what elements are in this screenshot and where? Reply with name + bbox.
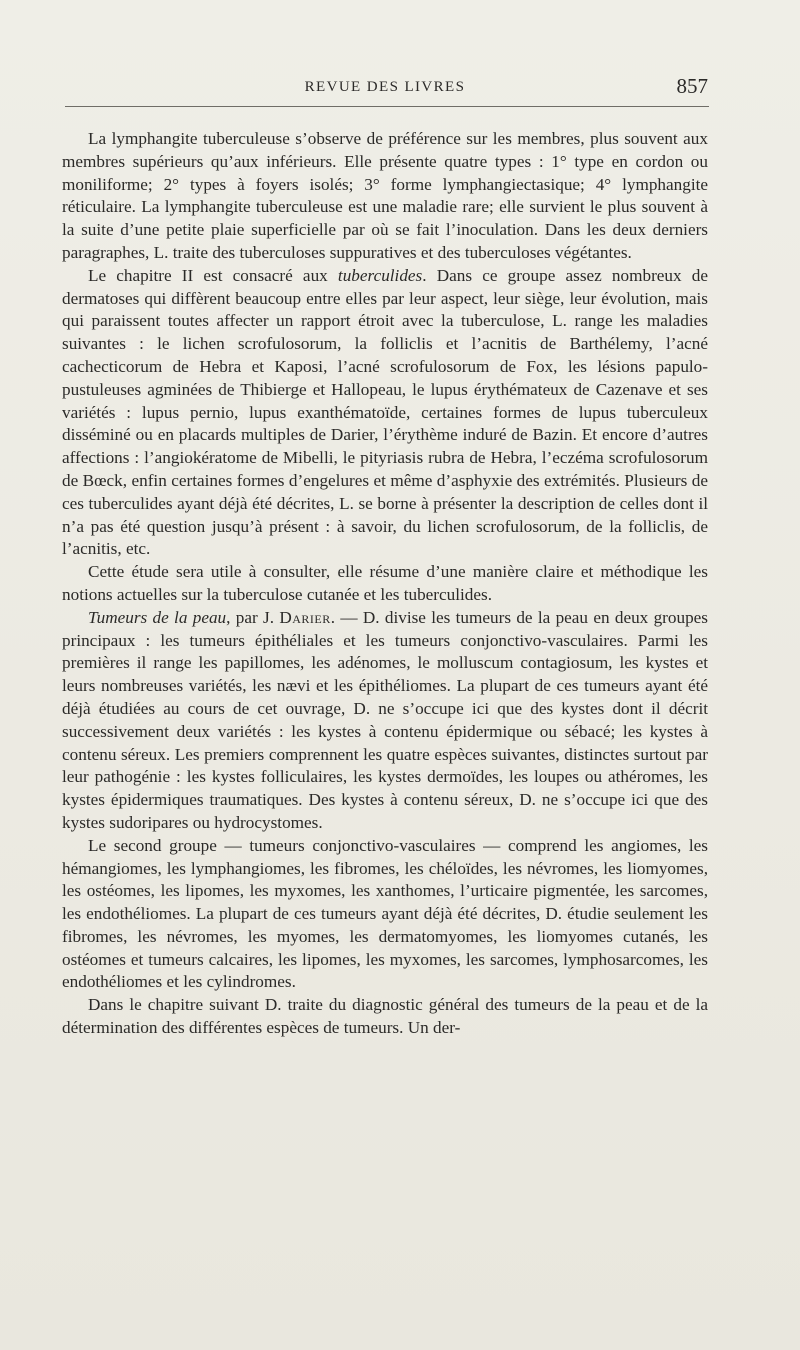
body-text bbox=[62, 128, 708, 1040]
page-number: 857 bbox=[676, 74, 708, 98]
running-head: REVUE DES LIVRES bbox=[304, 79, 466, 95]
paragraph-next-chapter: Dans le chapitre suivant D. traite du diagnostic général des tumeurs de la peau et de la détermination des différentes espèces de tumeurs. Un der- bbox=[62, 995, 708, 1038]
paragraph-tuberculides-body: . Dans ce groupe assez nombreux de dermatoses qui diffèrent beaucoup entre elles par leur aspect, leur siège, leur évolution, mais qui paraissent toutes affecter un rapport étroit avec la tuberculose, L. range les maladies suivantes : le lichen scrofulosorum, la folliclis et l’acnitis de Barthélemy, l’acné cachecticorum de Hebra et Kaposi, l’acné scrofulosorum de Fox, les lésions papulo-pustuleuses agminées de Thibierge et Hallopeau, le lupus érythémateux de Cazenave et ses variétés : lupus pernio, lupus exanthématoïde, certaines formes de lupus tuberculeux disséminé ou en placards multiples de Darier, l’érythème induré de Bazin. Et encore d’autres affections : l’angiokératome de Mibelli, le pityriasis rubra de Hebra, l’eczéma scrofulosorum de Bœck, enfin certaines formes d’engelures et même d’asphyxie des extrémités. Plusieurs de ces tuberculides ayant déjà été décrites, L. se borne à présenter la description de celles dont il n’a pas été question jusqu’à présent : à savoir, du lichen scrofulosorum, de la folliclis, de l’acnitis, etc. bbox=[62, 265, 708, 559]
paragraph-tuberculides bbox=[62, 265, 708, 561]
section-title-tumeurs: Tumeurs de la peau bbox=[88, 607, 227, 627]
header-rule bbox=[65, 106, 709, 107]
paragraph-second-group: Le second groupe — tumeurs conjonctivo-vasculaires — comprend les angiomes, les hémangiomes, les lymphangiomes, les fibromes, les chéloïdes, les névromes, les liomyomes, les ostéomes, les lipomes, les myxomes, les xanthomes, l’urticaire pigmentée, les sarcomes, les endothéliomes. La plupart de ces tumeurs ayant déjà été décrites, D. étudie seulement les fibromes, les névromes, les myomes, les dermatomyomes, les liomyomes cutanés, les ostéomes et tumeurs calcaires, les lipomes, les myxomes, les sarcomes, lymphosarcomes, les endothéliomes et les cylindromes. bbox=[62, 835, 708, 992]
paragraph-study-summary: Cette étude sera utile à consulter, elle résume d’une manière claire et méthodique les notions actuelles sur la tuberculose cutanée et les tuberculides. bbox=[62, 562, 708, 604]
term-tuberculides: tuberculides bbox=[337, 265, 423, 285]
page-header bbox=[62, 74, 708, 100]
paragraph-tumeurs bbox=[62, 607, 708, 835]
paragraph-tumeurs-body: . — D. divise les tumeurs de la peau en deux groupes principaux : les tumeurs épithéliales et les tumeurs conjonctivo-vasculaires. Parmi les premières il range les papillomes, les adénomes, le molluscum contagiosum, les kystes et leurs nombreuses variétés, les nævi et les épithéliomes. La plupart de ces tumeurs ayant été déjà étudiées au cours de cet ouvrage, D. ne s’occupe ici que des kystes dont il décrit successivement deux variétés : les kystes à contenu épidermique ou sébacé; les kystes à contenu séreux. Les premiers comprennent les quatre espèces suivantes, distinctes surtout par leur pathogénie : les kystes folliculaires, les kystes dermoïdes, les loupes ou athéromes, les kystes épidermiques traumatiques. Des kystes à contenu séreux, D. ne s’occupe ici que des kystes sudoripares ou hydrocystomes. bbox=[62, 607, 709, 832]
paragraph-tuberculides-intro: Le chapitre II est consacré aux bbox=[88, 265, 338, 285]
byline-prefix: , par J. bbox=[226, 607, 280, 627]
paragraph-lymphangite: La lymphangite tuberculeuse s’observe de préférence sur les membres, plus souvent aux membres supérieurs qu’aux inférieurs. Elle présente quatre types : 1° type en cordon ou moniliforme; 2° types à foyers isolés; 3° forme lymphangiectasique; 4° lymphangite réticulaire. La lymphangite tuberculeuse est une maladie rare; elle survient le plus souvent à la suite d’une petite plaie superficielle par où se fait l’inoculation. Dans les deux derniers paragraphes, L. traite des tuberculoses suppuratives et des tuberculoses végétantes. bbox=[62, 129, 708, 262]
author-name: Darier bbox=[279, 607, 331, 627]
